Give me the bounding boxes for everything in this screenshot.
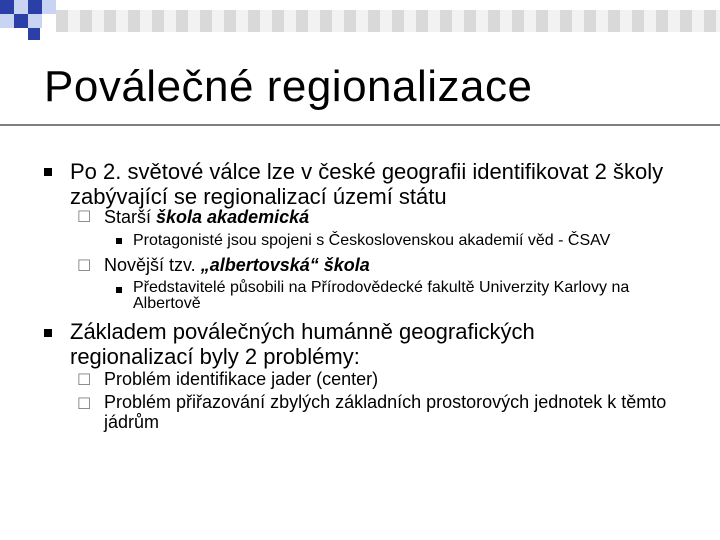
- hollow-square-bullet-icon: ☐: [77, 256, 92, 275]
- slide-title: Poválečné regionalizace: [44, 62, 533, 111]
- bullet-text: Po 2. světové válce lze v české geografii identifikovat 2 školy zabývající se regionalizací území státu: [70, 159, 664, 210]
- square-bullet-icon: [116, 238, 122, 244]
- hollow-square-bullet-icon: ☐: [77, 394, 92, 413]
- sub-bullet-text: Problém identifikace jader (center): [104, 369, 379, 389]
- detail-bullet-text: Představitelé působili na Přírodovědecké fakultě Univerzity Karlovy na Albertově: [133, 279, 630, 312]
- sub-bullet-emphasis: škola akademická: [156, 207, 310, 227]
- sub-bullet-prefix: Starší: [104, 207, 157, 227]
- detail-bullet-text: Protagonisté jsou spojeni s Československou akademií věd - ČSAV: [133, 232, 611, 249]
- sub-bullet-emphasis: „albertovská“ škola: [200, 255, 370, 275]
- bullet-text: Základem poválečných humánně geografických regionalizací byly 2 problémy:: [70, 319, 535, 370]
- hollow-square-bullet-icon: ☐: [77, 207, 92, 226]
- sub-bullet-prefix: Novější tzv.: [104, 255, 201, 275]
- hollow-square-bullet-icon: ☐: [77, 370, 92, 389]
- sub-bullet-text: [104, 207, 664, 228]
- sub-bullet-text: [104, 255, 664, 276]
- square-bullet-icon: [44, 168, 52, 176]
- square-bullet-icon: [116, 287, 122, 293]
- sub-bullet-text: Problém přiřazování zbylých základních prostorových jednotek k těmto jádrům: [104, 392, 667, 432]
- square-bullet-icon: [44, 329, 52, 337]
